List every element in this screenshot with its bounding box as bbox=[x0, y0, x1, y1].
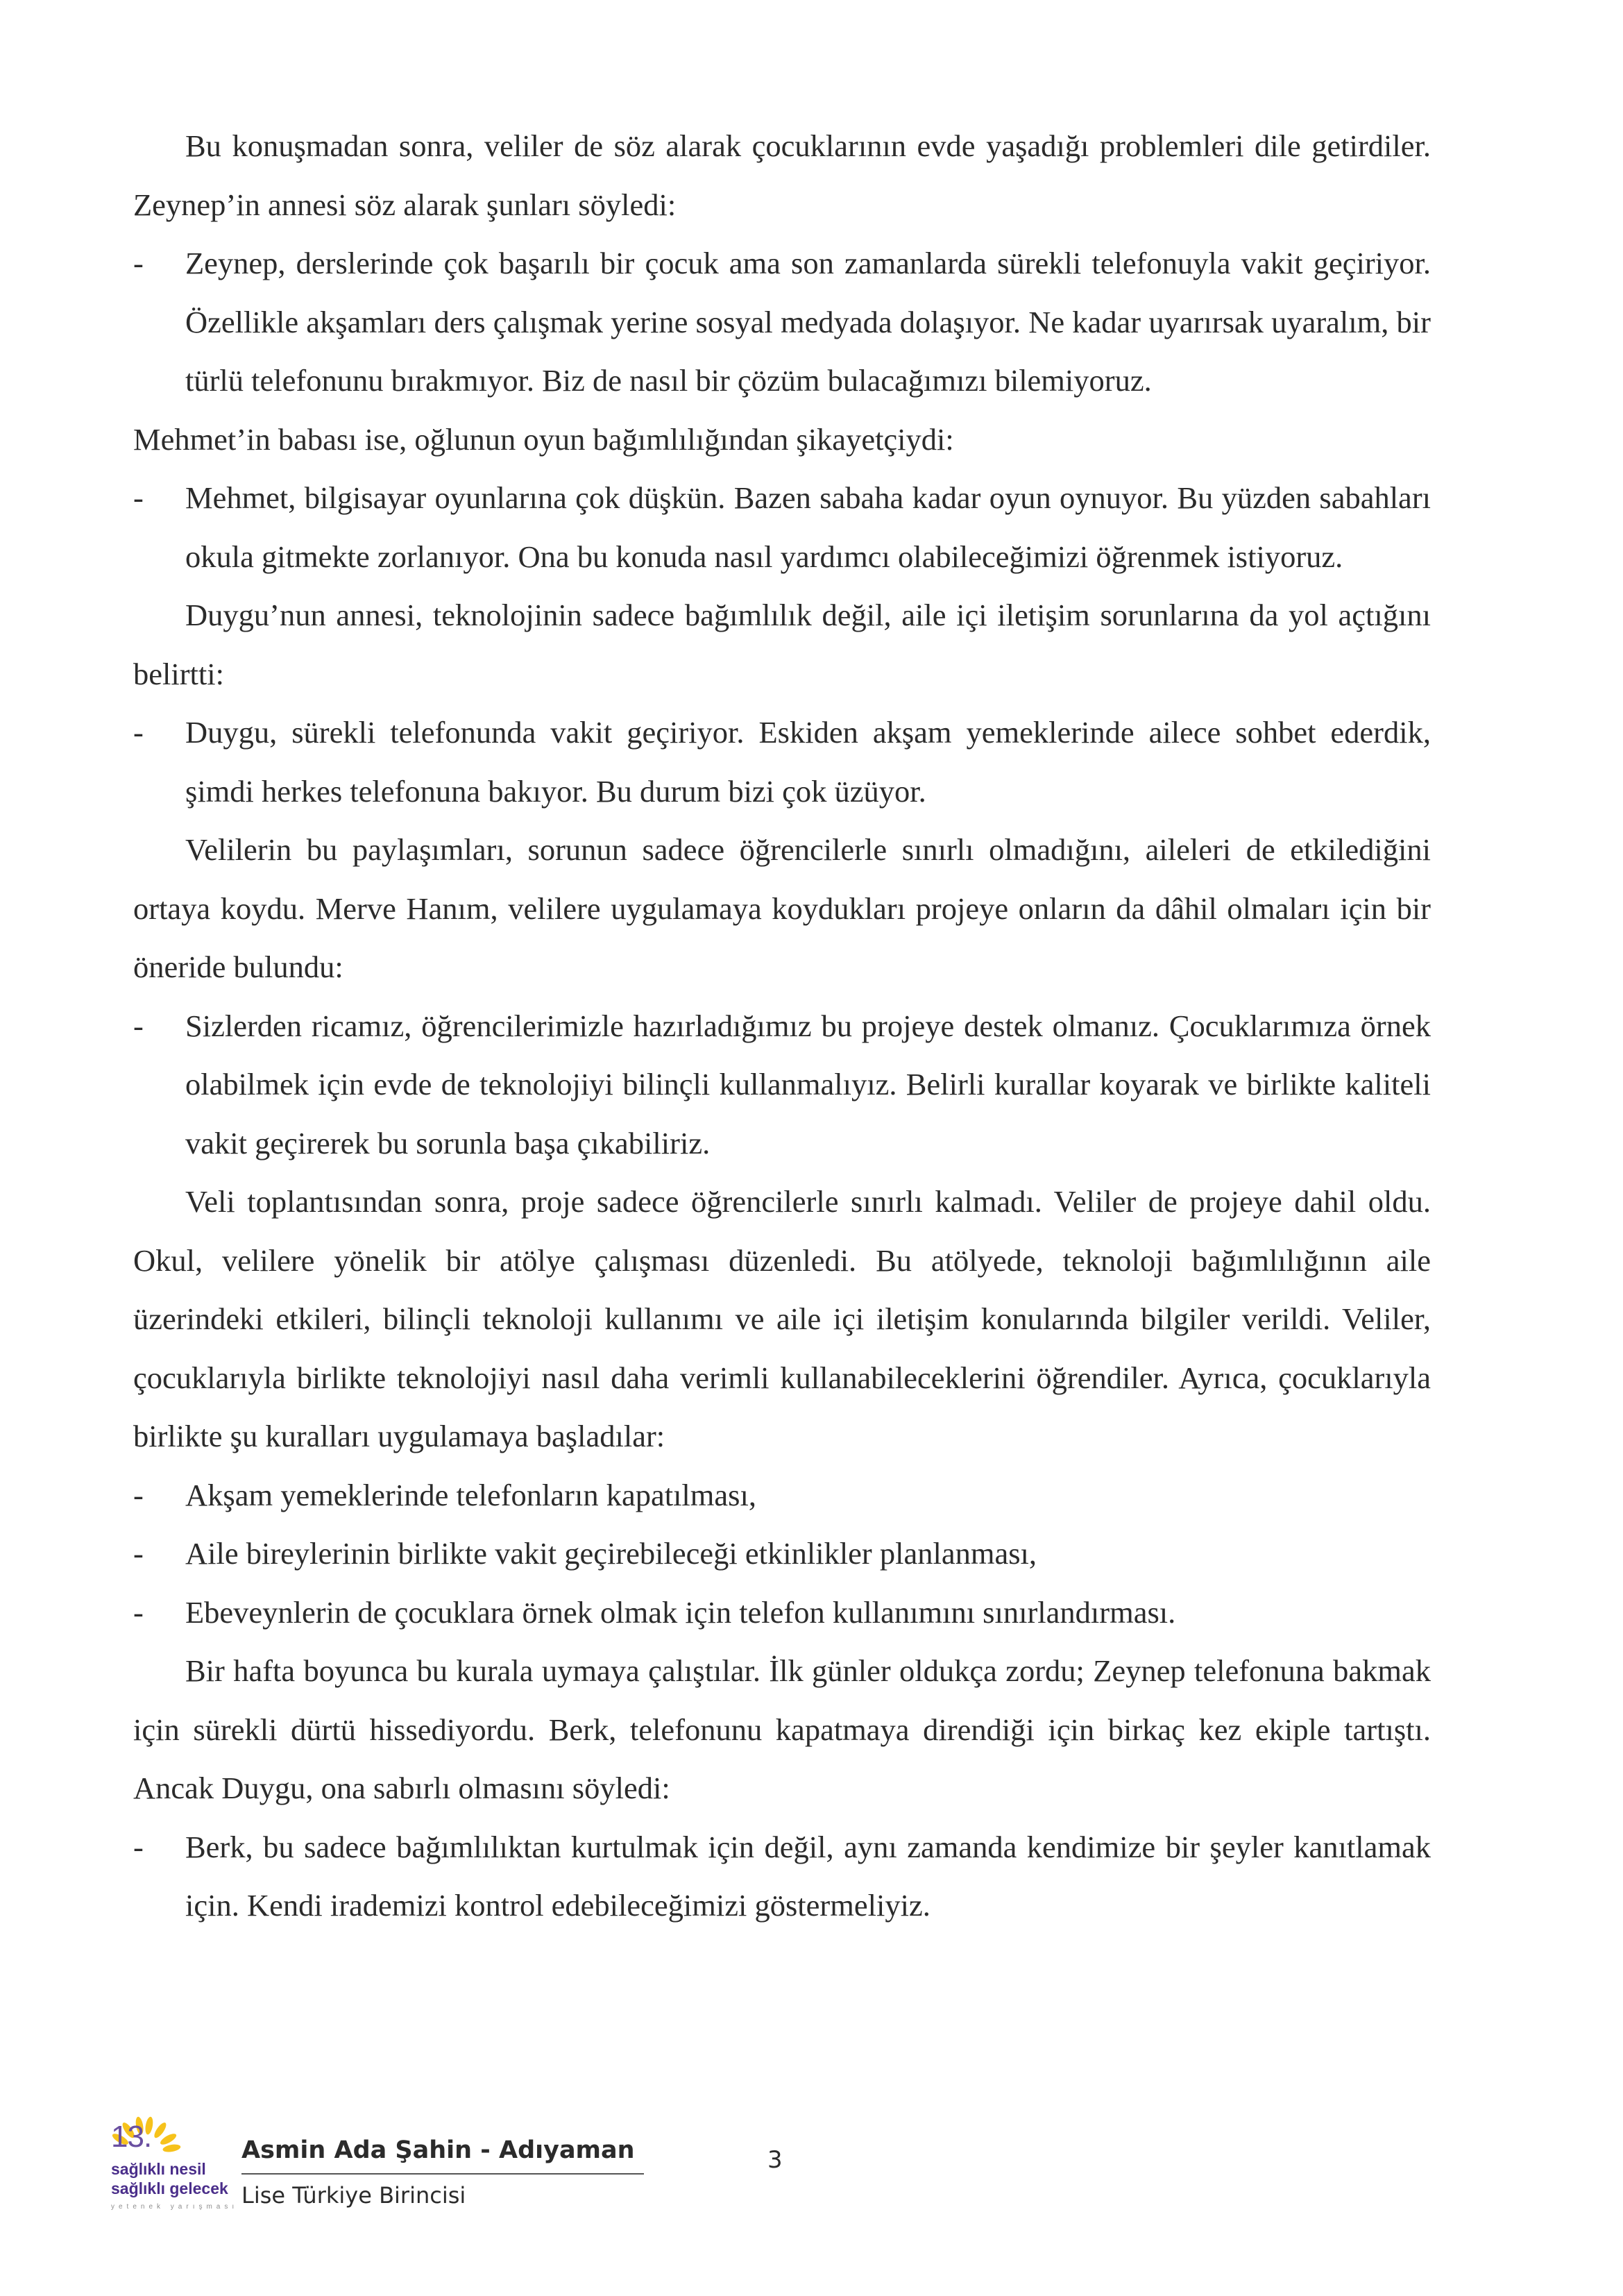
quote-text: Sizlerden ricamız, öğrencilerimizle hazırladığımız bu projeye destek olmanız. Çocuklarımıza örnek olabilmek için evde de teknolojiyi bilinçli kullanmalıyız. Belirli kurallar koyarak ve birlikte kaliteli vakit geçirerek bu sorunla başa çıkabiliriz. bbox=[185, 1008, 1431, 1160]
author-name: Asmin Ada Şahin - Adıyaman bbox=[241, 2136, 635, 2164]
sun-ray bbox=[162, 2143, 181, 2153]
quote-merve-hanim bbox=[133, 997, 1431, 1173]
rule-text: Akşam yemeklerinde telefonların kapatılması, bbox=[185, 1477, 756, 1512]
quote-text: Mehmet, bilgisayar oyunlarına çok düşkün. Bazen sabaha kadar oyun oynuyor. Bu yüzden sabahları okula gitmekte zorlanıyor. Ona bu konuda nasıl yardımcı olabileceğimizi öğrenmek istiyoruz. bbox=[185, 480, 1431, 574]
paragraph-6: Bir hafta boyunca bu kurala uymaya çalıştılar. İlk günler oldukça zordu; Zeynep telefonuna bakmak için sürekli dürtü hissediyordu. Berk, telefonunu kapatmaya direndiği için birkaç kez ekiple tartıştı. Ancak Duygu, ona sabırlı olmasını söyledi: bbox=[133, 1653, 1431, 1805]
rule-item bbox=[133, 1466, 1431, 1525]
quote-text: Zeynep, derslerinde çok başarılı bir çocuk ama son zamanlarda sürekli telefonuyla vakit geçiriyor. Özellikle akşamları ders çalışmak yerine sosyal medyada dolaşıyor. Ne kadar uyarırsak uyaralım, bir türlü telefonunu bırakmıyor. Biz de nasıl bir çözüm bulacağımızı bilemiyoruz. bbox=[185, 246, 1431, 398]
quote-zeynep-mother bbox=[133, 234, 1431, 410]
dash-marker: - bbox=[133, 1477, 144, 1512]
quote-duygu bbox=[133, 1818, 1431, 1935]
logo-line-2: sağlıklı gelecek bbox=[111, 2179, 228, 2197]
contest-logo bbox=[90, 2110, 239, 2242]
dash-marker: - bbox=[133, 1536, 144, 1571]
footer-divider bbox=[241, 2173, 644, 2175]
quote-duygu-mother bbox=[133, 703, 1431, 820]
page-number: 3 bbox=[767, 2146, 783, 2174]
paragraph-1: Bu konuşmadan sonra, veliler de söz alarak çocuklarının evde yaşadığı problemleri dile getirdiler. Zeynep’in annesi söz alarak şunları söyledi: bbox=[133, 128, 1431, 222]
quote-text: Duygu, sürekli telefonunda vakit geçiriyor. Eskiden akşam yemeklerinde ailece sohbet ederdik, şimdi herkes telefonuna bakıyor. Bu durum bizi çok üzüyor. bbox=[185, 715, 1431, 809]
dash-marker: - bbox=[133, 1008, 144, 1043]
paragraph-2: Mehmet’in babası ise, oğlunun oyun bağımlılığından şikayetçiydi: bbox=[133, 421, 954, 457]
dash-marker: - bbox=[133, 1594, 144, 1630]
dash-marker: - bbox=[133, 715, 144, 750]
paragraph-3: Duygu’nun annesi, teknolojinin sadece bağımlılık değil, aile içi iletişim sorunlarına da yol açtığını belirtti: bbox=[133, 598, 1431, 691]
rule-item bbox=[133, 1524, 1431, 1583]
rule-text: Ebeveynlerin de çocuklara örnek olmak için telefon kullanımını sınırlandırması. bbox=[185, 1594, 1176, 1630]
document-body bbox=[133, 117, 1431, 1935]
dash-marker: - bbox=[133, 1829, 144, 1864]
logo-line-1: sağlıklı nesil bbox=[111, 2160, 206, 2178]
quote-mehmet-father bbox=[133, 469, 1431, 586]
rule-item bbox=[133, 1583, 1431, 1642]
author-subtitle: Lise Türkiye Birincisi bbox=[241, 2182, 466, 2209]
dash-marker: - bbox=[133, 246, 144, 280]
logo-tagline: yetenek yarışması bbox=[111, 2203, 239, 2211]
paragraph-4: Velilerin bu paylaşımları, sorunun sadece öğrencilerle sınırlı olmadığını, aileleri de etkilediğini ortaya koydu. Merve Hanım, velilere uygulamaya koydukları projeye onların da dâhil olmaları için bir öneride bulundu: bbox=[133, 832, 1431, 984]
quote-text: Berk, bu sadece bağımlılıktan kurtulmak için değil, aynı zamanda kendimize bir şeyler kanıtlamak için. Kendi irademizi kontrol edebileceğimizi göstermeliyiz. bbox=[185, 1829, 1431, 1923]
paragraph-5: Veli toplantısından sonra, proje sadece öğrencilerle sınırlı kalmadı. Veliler de projeye dahil oldu. Okul, velilere yönelik bir atölye çalışması düzenledi. Bu atölyede, teknoloji bağımlılığının aile üzerindeki etkileri, bilinçli teknoloji kullanımı ve aile içi iletişim konularında bilgiler verildi. Veliler, çocuklarıyla birlikte teknolojiyi nasıl daha verimli kullanabileceklerini öğrendiler. Ayrıca, çocuklarıyla birlikte şu kuralları uygulamaya başladılar: bbox=[133, 1184, 1431, 1453]
logo-number: 13. bbox=[111, 2120, 152, 2154]
rule-text: Aile bireylerinin birlikte vakit geçirebileceği etkinlikler planlanması, bbox=[185, 1536, 1037, 1571]
dash-marker: - bbox=[133, 480, 144, 515]
